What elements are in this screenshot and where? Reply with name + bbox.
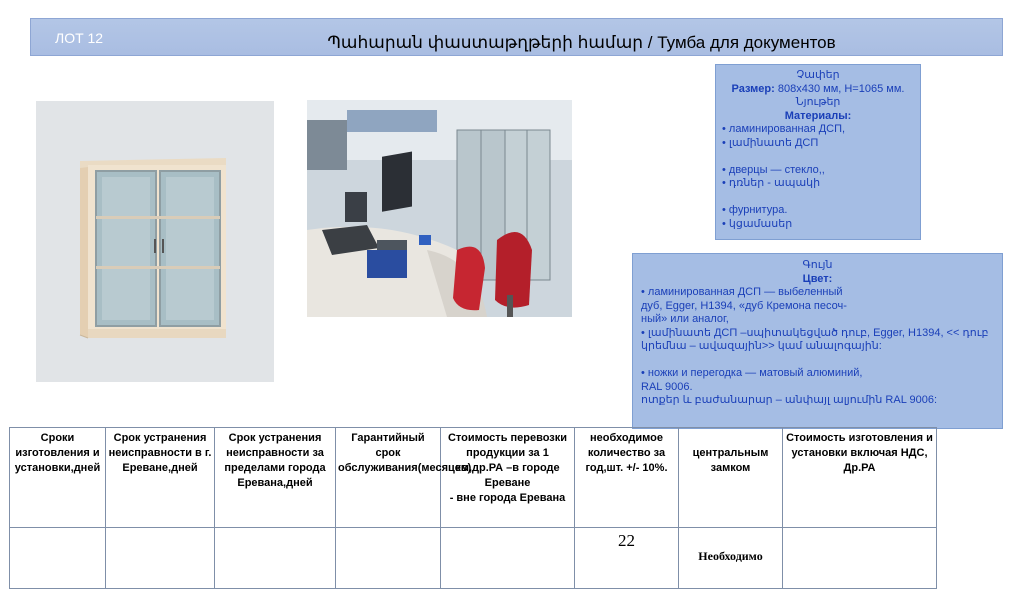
header-cell	[441, 428, 575, 528]
header-cell: центральным замком	[679, 428, 783, 528]
table-cell[interactable]	[215, 528, 336, 589]
header-cell: Срок устранения неисправности за пределами города Еревана,дней	[215, 428, 336, 528]
lock-value: Необходимо	[698, 549, 763, 563]
size-heading-armenian: Չափեր	[796, 69, 840, 81]
color-line: • ламинированная ДСП — выбеленный	[641, 286, 843, 298]
page-title	[31, 33, 1002, 53]
cabinet-render-image	[36, 101, 274, 382]
table-cell[interactable]	[336, 528, 441, 589]
color-line: ոտքեր և բաժանարար – անփայլ ալյումին RAL 9006:	[641, 394, 938, 406]
material-line: • ламинированная ДСП,	[722, 123, 846, 135]
specs-table	[9, 427, 937, 589]
size-line	[722, 83, 914, 97]
material-line: • դռներ - ապակի	[722, 177, 821, 189]
color-line: • ножки и перегодка — матовый алюминий,	[641, 367, 863, 379]
table-cell[interactable]	[10, 528, 106, 589]
material-line	[722, 150, 914, 164]
materials-label: Материалы:	[784, 109, 852, 122]
color-line: ный» или аналог,	[641, 313, 729, 325]
size-label: Размер:	[731, 82, 775, 95]
office-photo	[307, 100, 572, 317]
material-line: • дверцы — стекло,,	[722, 163, 825, 176]
materials-heading-armenian: Նյութեր	[795, 96, 841, 108]
header-cell: необходимое количество за год,шт. +/- 10%.	[575, 428, 679, 528]
table-cell[interactable]	[106, 528, 215, 589]
table-row	[10, 528, 937, 589]
transport-header: Стоимость перевозки продукции за 1 км,др.РА –в городе Ереване	[447, 432, 568, 489]
color-label: Цвет:	[802, 272, 833, 285]
title-armenian: Պահարան փաստաթղթերի համար	[327, 33, 644, 52]
table-header-row	[10, 428, 937, 528]
quantity-value: 22	[618, 531, 635, 550]
color-heading-armenian: Գույն	[802, 259, 833, 271]
table-cell[interactable]	[783, 528, 937, 589]
material-line: • կցամասեր	[722, 217, 793, 230]
color-box	[632, 253, 1003, 429]
header-bar	[30, 18, 1003, 56]
header-cell: Стоимость изготовления и установки включая НДС, Др.РА	[783, 428, 937, 528]
title-russian: Тумба для документов	[657, 33, 836, 52]
material-line: • լամինատե ДСП	[722, 136, 819, 149]
material-line: • фурнитура.	[722, 204, 788, 216]
header-cell: Гарантийный срок обслуживания(месяцев)	[336, 428, 441, 528]
size-value: 808x430 мм, H=1065 мм.	[774, 82, 905, 95]
color-line: RAL 9006.	[641, 380, 693, 393]
color-line: կրեմնա – ավազային>> կամ անալոգային:	[641, 340, 882, 352]
quantity-cell	[575, 528, 679, 589]
lock-cell	[679, 528, 783, 589]
size-materials-box	[715, 64, 921, 240]
color-line: • լամինատե ДСП –սպիտակեցված դուբ, Egger, H1394, << դուբ	[641, 326, 989, 339]
header-cell: Срок устранения неисправности в г. Ереване,дней	[106, 428, 215, 528]
table-cell[interactable]	[441, 528, 575, 589]
lot-number: ЛОТ 12	[55, 30, 104, 46]
color-line	[641, 354, 994, 368]
material-line	[722, 191, 914, 205]
title-separator: /	[643, 33, 658, 52]
color-line: дуб, Egger, H1394, «дуб Кремона песоч-	[641, 299, 847, 312]
header-cell: Сроки изготовления и установки,дней	[10, 428, 106, 528]
transport-extra: - вне города Еревана	[449, 492, 566, 504]
